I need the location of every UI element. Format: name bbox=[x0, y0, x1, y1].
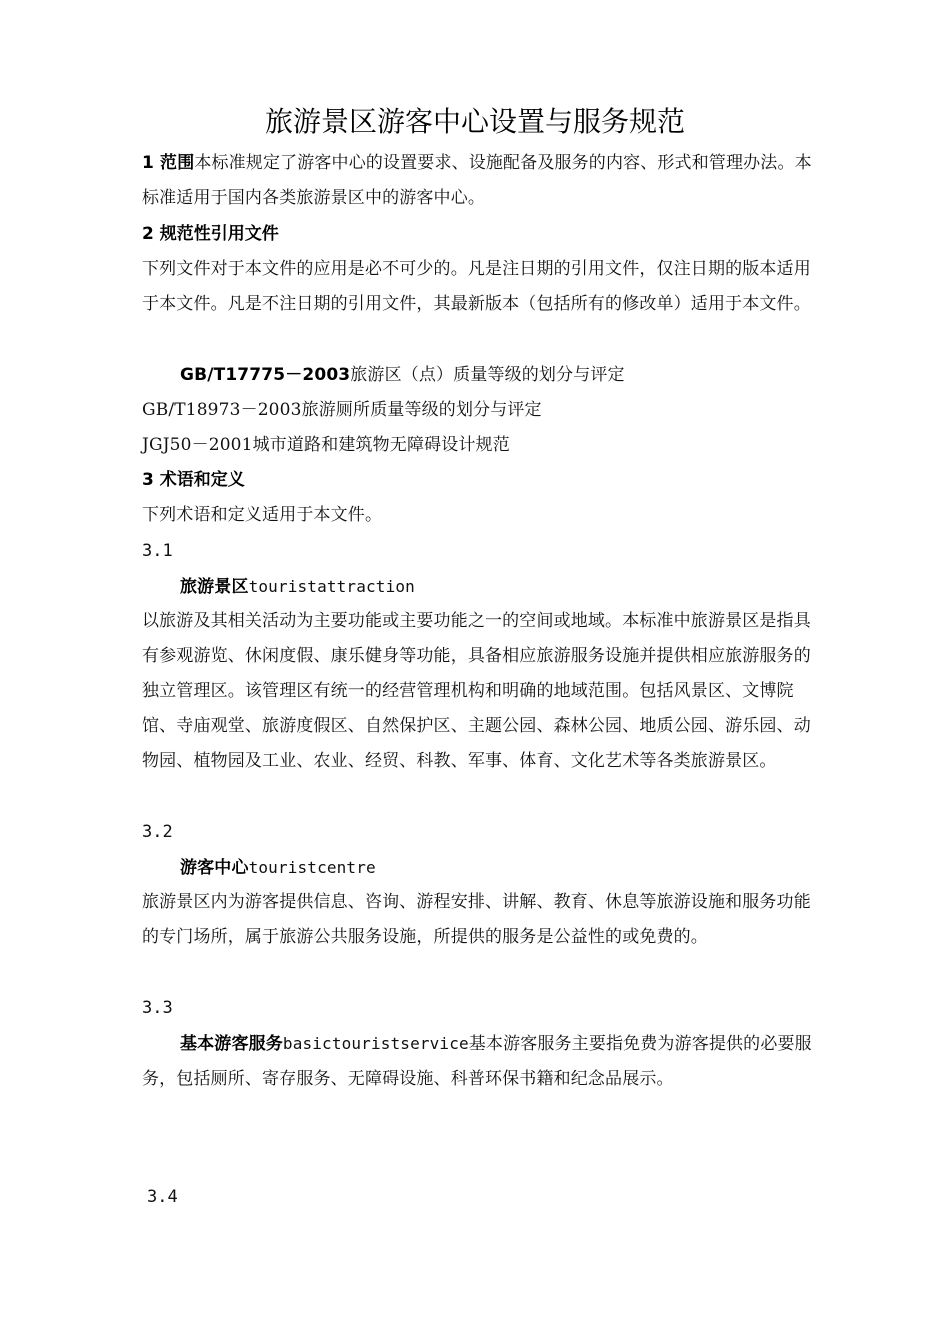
term-name-cn: 旅游景区 bbox=[180, 577, 249, 597]
term-name-en: touristattraction bbox=[248, 577, 415, 596]
section-2-intro: 下列文件对于本文件的应用是必不可少的。凡是注日期的引用文件，仅注日期的版本适用于本文件。凡是不注日期的引用文件，其最新版本（包括所有的修改单）适用于本文件。 bbox=[142, 259, 811, 314]
term-name-en: touristcentre bbox=[248, 858, 376, 877]
document-title: 旅游景区游客中心设置与服务规范 bbox=[264, 105, 685, 138]
section-2-heading: 2 规范性引用文件 bbox=[142, 224, 279, 244]
section-3-intro: 下列术语和定义适用于本文件。 bbox=[142, 505, 383, 525]
term-number: 3.1 bbox=[142, 541, 173, 561]
reference-name: 城市道路和建筑物无障碍设计规范 bbox=[252, 435, 510, 455]
reference-item bbox=[142, 393, 822, 428]
term-name-cn: 基本游客服务 bbox=[180, 1034, 283, 1054]
reference-item bbox=[142, 428, 822, 463]
term-name-en: basictouristservice bbox=[282, 1034, 469, 1053]
reference-code: GB/T18973－2003 bbox=[142, 400, 302, 420]
section-3-heading: 3 术语和定义 bbox=[142, 470, 245, 490]
term-number: 3.2 bbox=[142, 822, 173, 842]
reference-name: 旅游区（点）质量等级的划分与评定 bbox=[350, 365, 625, 385]
reference-name: 旅游厕所质量等级的划分与评定 bbox=[301, 400, 542, 420]
reference-code: GB/T17775－2003 bbox=[180, 365, 351, 385]
reference-item bbox=[180, 358, 820, 393]
term-title bbox=[180, 850, 820, 886]
term-number: 3.3 bbox=[142, 998, 173, 1018]
term-name-cn: 游客中心 bbox=[180, 858, 249, 878]
term-paragraph bbox=[142, 1026, 822, 1097]
section-1-heading: 1 范围 bbox=[142, 153, 195, 173]
term-title bbox=[180, 569, 820, 605]
section-1-paragraph bbox=[142, 146, 822, 216]
reference-code: JGJ50－2001 bbox=[142, 435, 253, 455]
section-1-text: 本标准规定了游客中心的设置要求、设施配备及服务的内容、形式和管理办法。本标准适用于国内各类旅游景区中的游客中心。 bbox=[142, 153, 812, 208]
term-definition: 旅游景区内为游客提供信息、咨询、游程安排、讲解、教育、休息等旅游设施和服务功能的专门场所，属于旅游公共服务设施，所提供的服务是公益性的或免费的。 bbox=[142, 892, 811, 947]
term-number-next: 3.4 bbox=[147, 1187, 178, 1207]
term-definition: 以旅游及其相关活动为主要功能或主要功能之一的空间或地域。本标准中旅游景区是指具有参观游览、休闲度假、康乐健身等功能，具备相应旅游服务设施并提供相应旅游服务的独立管理区。该管理区有统一的经营管理机构和明确的地域范围。包括风景区、文博院馆、寺庙观堂、旅游度假区、自然保护区、主题公园、森林公园、地质公园、游乐园、动物园、植物园及工业、农业、经贸、科教、军事、体育、文化艺术等各类旅游景区。 bbox=[142, 611, 811, 771]
term-definition: 基本游客服务主要指免费为游客提供的必要服务，包括厕所、寄存服务、无障碍设施、科普环保书籍和纪念品展示。 bbox=[142, 1034, 812, 1089]
